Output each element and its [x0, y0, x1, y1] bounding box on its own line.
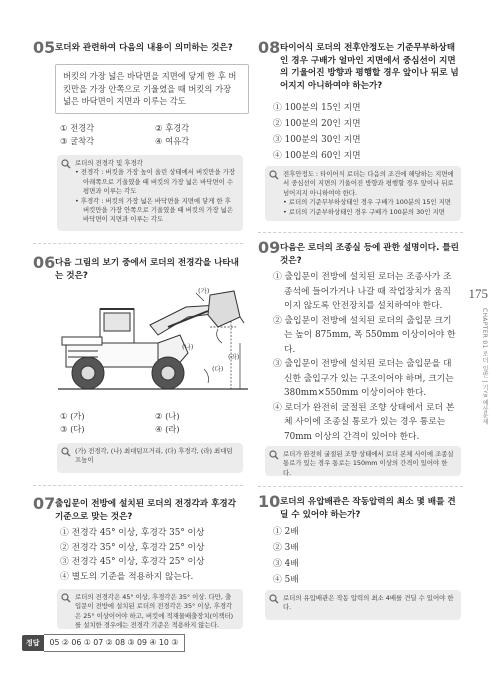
option[interactable]: ③ 굴착각 [60, 136, 95, 146]
question-06-header [33, 255, 243, 282]
option[interactable]: ③ 전경각 45° 이상, 후경각 25° 이상 [60, 557, 205, 567]
question-number: 07 [33, 494, 56, 513]
question-09-explanation [265, 446, 461, 476]
label-na: (나) [182, 343, 194, 351]
loader-diagram [58, 287, 248, 405]
question-05-options [60, 122, 240, 148]
option[interactable]: ② 100분의 20인 지면 [273, 119, 361, 129]
magnifier-icon [61, 447, 71, 457]
option[interactable]: ④ 100분의 60인 지면 [273, 151, 361, 161]
label-ra: (라) [228, 353, 240, 361]
question-number: 09 [258, 238, 281, 257]
note-line: • 후경각 : 버킷의 가장 넓은 바닥면을 지면에 닿게 한 후 버킷만을 가장 안쪽으로 기울였을 때 버킷의 가장 넓은 바닥면이 지면과 이루는 각도 [75, 196, 234, 224]
note-title: 전후안정도 : 타이어식 로더는 다음의 조건에 해당하는 지면에서 중심선이 지면의 기울어진 방향과 평행할 경우 앞이나 뒤로 넘어지지 아니하여야 한다. [283, 170, 454, 197]
question-08-options [273, 100, 458, 164]
question-07-options [60, 526, 245, 584]
magnifier-icon [61, 159, 71, 169]
option[interactable]: ① 출입문이 전방에 설치된 로더는 조종사가 조종석에 들어가거나 나갈 때 작업장치가 움직이지 않도록 안전장치를 설치하여야 한다. [273, 272, 452, 311]
question-text: 출입문이 전방에 설치된 로더의 전경각과 후경각 기준으로 맞는 것은? [55, 499, 236, 522]
question-07-explanation [57, 589, 243, 629]
divider [258, 232, 463, 233]
option[interactable]: ① 2배 [273, 527, 299, 537]
question-number: 10 [258, 492, 281, 511]
magnifier-icon [61, 593, 71, 603]
option[interactable]: ② (나) [155, 411, 180, 421]
answer-list: 05 ② 06 ① 07 ② 08 ③ 09 ④ 10 ③ [44, 634, 186, 652]
answer-bar [22, 634, 185, 652]
option[interactable]: ② 3배 [273, 543, 299, 553]
note-text: 로더의 유압배관은 작동 압력의 최소 4배를 견딜 수 있어야 한다. [283, 594, 454, 612]
question-05-header [33, 40, 238, 56]
note-text: 로더가 완전히 굴절된 조향 상태에서 로더 본체 사이에 조종실 통로가 있는 경우 통로는 150mm 이상의 간격이 있어야 한다. [283, 450, 454, 477]
question-text: 로더와 관련하여 다음의 내용이 의미하는 것은? [55, 43, 233, 53]
note-text: (가) 전경각, (나) 최대덤프거리, (다) 후경각, (라) 최대덤프높이 [75, 447, 233, 465]
question-text: 로더의 유압배관은 작동압력의 최소 몇 배를 견딜 수 있어야 하는가? [280, 497, 456, 520]
question-10-explanation [265, 590, 461, 620]
question-number: 08 [258, 38, 281, 57]
label-ga: (가) [198, 287, 210, 295]
divider [33, 243, 243, 244]
question-text: 다음은 로더의 조종실 등에 관한 설명이다. 틀린 것은? [280, 243, 459, 266]
question-06-options [60, 410, 240, 436]
label-da: (다) [212, 365, 224, 373]
note-title: 로더의 전경각 및 후경각 [75, 159, 143, 167]
question-text: 타이어식 로더의 전후안정도는 기준무부하상태인 경우 구배가 얼마인 지면에서 중심선이 지면의 기울어진 방향과 평행할 경우 앞이나 뒤로 넘어지지 아니하여야 하는가? [280, 43, 459, 91]
question-08-explanation [265, 166, 461, 221]
page-number: 175 [468, 286, 488, 301]
question-text: 다음 그림의 보기 중에서 로더의 전경각을 나타내는 것은? [55, 258, 239, 281]
question-number: 05 [33, 38, 56, 57]
option[interactable]: ① (가) [60, 411, 85, 421]
option[interactable]: ④ 여유각 [155, 136, 190, 146]
question-05-explanation [57, 155, 243, 231]
question-07-header [33, 496, 243, 523]
chapter-caption: CHAPTER 01 로더 일반 | 기출 예상문제 [481, 308, 488, 425]
option[interactable]: ④ 5배 [273, 575, 299, 585]
divider [33, 485, 243, 486]
option[interactable]: ② 후경각 [155, 123, 190, 133]
option[interactable]: ① 전경각 [60, 123, 95, 133]
option[interactable]: ③ (다) [60, 424, 85, 434]
option[interactable]: ④ 로더가 완전히 굴절된 조향 상태에서 로더 본체 사이에 조종실 통로가 있는 경우 통로는 70mm 이상의 간격이 있어야 한다. [273, 402, 455, 442]
question-number: 06 [33, 253, 56, 272]
question-09-options [273, 270, 459, 444]
note-line: • 로더의 기준부하상태인 경우 구배가 100분의 30인 지면 [283, 207, 445, 216]
question-06-explanation [57, 443, 243, 473]
question-08-header [258, 40, 463, 92]
note-text: 로더의 전경각은 45° 이상, 후경각은 35° 이상. 다만, 출입문이 전방에 설치된 로더의 전경각은 35° 이상, 후경각은 25° 이상이어야 하고, 버킷에 적재물배출장치(이젝터)를 설치한 경우에는 전경각 기준은 적용하지 않는다. [75, 593, 234, 630]
option[interactable]: ② 출입문이 전방에 설치된 로더의 출입문 크기는 높이 875mm, 폭 550mm 이상이어야 한다. [273, 315, 456, 355]
option[interactable]: ④ 별도의 기준을 적용하지 않는다. [60, 571, 194, 582]
option[interactable]: ③ 출입문이 전방에 설치된 로더는 출입문을 대신한 출입구가 있는 구조이어야 하며, 크기는 380mm×550mm 이상이어야 한다. [273, 359, 454, 398]
magnifier-icon [269, 450, 279, 460]
option[interactable]: ① 전경각 45° 이상, 후경각 35° 이상 [60, 528, 205, 538]
option[interactable]: ① 100분의 15인 지면 [273, 103, 361, 113]
option[interactable]: ④ (라) [155, 424, 180, 434]
question-10-header [258, 494, 463, 521]
magnifier-icon [269, 170, 279, 180]
question-10-options [273, 524, 458, 588]
option[interactable]: ③ 100분의 30인 지면 [273, 135, 361, 145]
note-line: • 전경각 : 버킷을 가장 높이 올린 상태에서 버킷만을 가장 아래쪽으로 기울였을 때 버킷의 가장 넓은 바닥면이 수평면과 이루는 각도 [75, 168, 236, 196]
magnifier-icon [269, 594, 279, 604]
divider [258, 486, 463, 487]
option[interactable]: ③ 4배 [273, 559, 299, 569]
question-09-header [258, 240, 463, 267]
note-line: • 로더의 기준무부하상태인 경우 구배가 100분의 15인 지면 [283, 198, 451, 207]
question-05-box: 버킷의 가장 넓은 바닥면을 지면에 닿게 한 후 버킷만을 가장 안쪽으로 기울였을 때 버킷의 가장 넓은 바닥면이 지면과 이루는 각도 [55, 64, 249, 114]
answer-label: 정답 [22, 635, 44, 651]
option[interactable]: ② 전경각 35° 이상, 후경각 25° 이상 [60, 542, 205, 553]
